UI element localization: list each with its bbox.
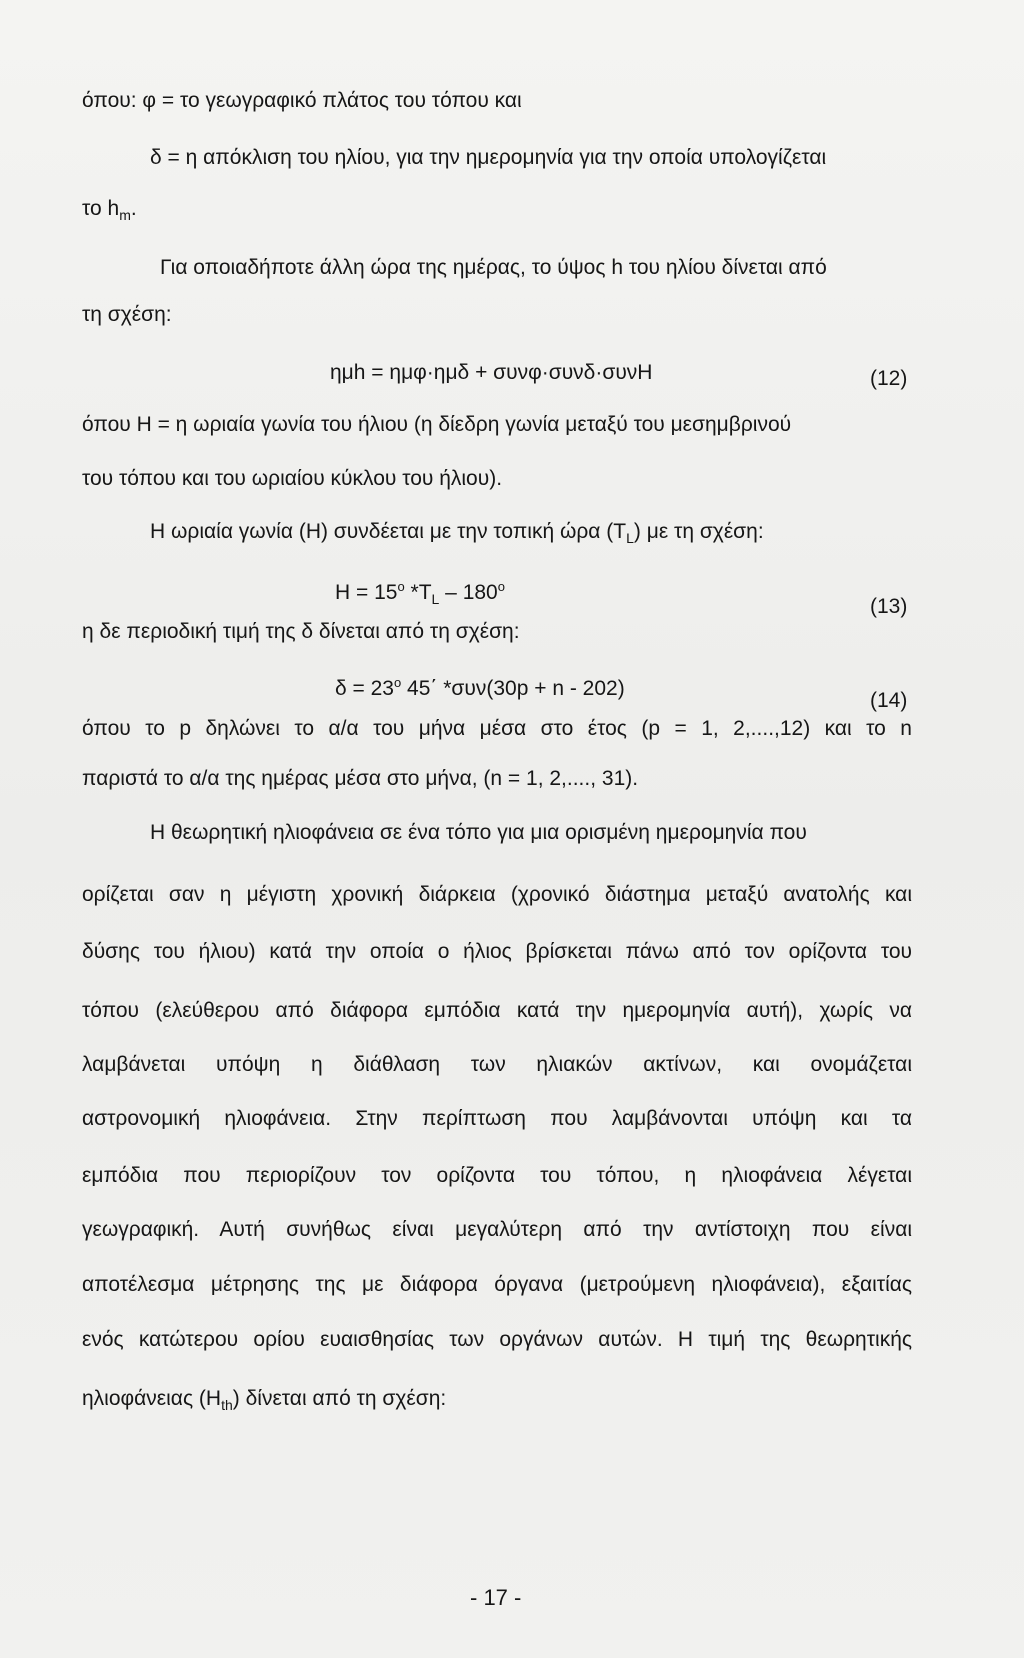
text-span: .: [130, 197, 137, 220]
text-span: ηλιοφάνειας (H: [82, 1387, 222, 1410]
text-line-21: [82, 1327, 912, 1353]
text-line-4: [160, 255, 827, 281]
text-span: δ = 23: [335, 677, 394, 700]
text-span: όπου το p δηλώνει το α/α του μήνα μέσα στο έτος (p = 1, 2,....,12) και το n: [82, 717, 912, 740]
text-line-17: [82, 1106, 912, 1132]
equation-13: [335, 574, 505, 612]
text-line-12: [150, 820, 807, 846]
text-span: αστρονομική ηλιοφάνεια. Στην περίπτωση που λαμβάνονται υπόψη και τα: [82, 1107, 912, 1130]
text-span: 45΄ *συν(30p + n - 202): [401, 677, 625, 700]
subscript: L: [431, 591, 440, 608]
text-line-13: [82, 882, 912, 908]
equation-number-13: [870, 594, 907, 620]
text-span: H = 15: [335, 581, 398, 604]
text-line-20: [82, 1272, 912, 1298]
text-line-16: [82, 1052, 912, 1078]
text-line-19: [82, 1217, 912, 1243]
text-line-1: [82, 88, 522, 114]
text-span: λαμβάνεται υπόψη η διάθλαση των ηλιακών ακτίνων, και ονομάζεται: [82, 1053, 912, 1076]
equation-12: [330, 360, 652, 386]
superscript: o: [393, 675, 402, 690]
text-span: ορίζεται σαν η μέγιστη χρονική διάρκεια (χρονικό διάστημα μεταξύ ανατολής και: [82, 883, 912, 906]
text-span: ) δίνεται από τη σχέση:: [232, 1387, 447, 1410]
equation-text: ημh = ημφ·ημδ + συνφ·συνδ·συνH: [330, 361, 653, 384]
superscript: o: [397, 579, 405, 594]
text-span: δ = η απόκλιση του ηλίου, για την ημερομηνία για την οποία υπολογίζεται: [150, 146, 827, 169]
text-span: εμπόδια που περιορίζουν τον ορίζοντα του τόπου, η ηλιοφάνεια λέγεται: [82, 1164, 912, 1187]
text-line-6: [82, 412, 791, 438]
text-span: Η θεωρητική ηλιοφάνεια σε ένα τόπο για μια ορισμένη ημερομηνία που: [150, 821, 807, 844]
superscript: o: [497, 579, 505, 594]
text-span: – 180: [439, 581, 498, 604]
text-span: παριστά το α/α της ημέρας μέσα στο μήνα, (n = 1, 2,...., 31).: [82, 767, 639, 790]
subscript: th: [221, 1397, 233, 1414]
text-span: τόπου (ελεύθερου από διάφορα εμπόδια κατά την ημερομηνία αυτή), χωρίς να: [82, 999, 912, 1022]
text-span: ) με τη σχέση:: [633, 520, 764, 543]
text-span: αποτέλεσμα μέτρησης της με διάφορα όργανα (μετρούμενη ηλιοφάνεια), εξαιτίας: [82, 1273, 912, 1296]
equation-number-12: [870, 366, 907, 392]
text-span: όπου: φ = το γεωγραφικό πλάτος του τόπου και: [82, 89, 522, 112]
text-span: - 17 -: [470, 1585, 522, 1610]
text-span: (14): [870, 689, 908, 712]
text-line-9: [82, 619, 520, 645]
text-line-22: [82, 1386, 446, 1418]
subscript: m: [119, 207, 131, 224]
text-span: Για οποιαδήποτε άλλη ώρα της ημέρας, το ύψος h του ηλίου δίνεται από: [160, 256, 827, 279]
text-line-14: [82, 939, 912, 965]
text-span: Η ωριαία γωνία (Η) συνδέεται με την τοπική ώρα (T: [150, 520, 627, 543]
text-span: γεωγραφική. Αυτή συνήθως είναι μεγαλύτερη από την αντίστοιχη που είναι: [82, 1218, 912, 1241]
text-line-11: [82, 766, 638, 792]
text-span: *T: [404, 581, 432, 604]
text-span: όπου Η = η ωριαία γωνία του ήλιου (η δίεδρη γωνία μεταξύ του μεσημβρινού: [82, 413, 792, 436]
text-span: η δε περιοδική τιμή της δ δίνεται από τη σχέση:: [82, 620, 520, 643]
text-line-3: [82, 196, 137, 228]
text-span: (13): [870, 595, 908, 618]
text-line-10: [82, 716, 912, 742]
text-line-15: [82, 998, 912, 1024]
equation-14: [335, 670, 625, 702]
subscript: L: [626, 530, 634, 547]
text-line-2: [150, 145, 826, 171]
equation-number-14: [870, 688, 907, 714]
text-span: δύσης του ήλιου) κατά την οποία ο ήλιος βρίσκεται πάνω από τον ορίζοντα του: [82, 940, 912, 963]
text-line-7: [82, 466, 502, 492]
text-line-8: [150, 519, 764, 551]
text-span: τη σχέση:: [82, 303, 172, 326]
text-line-5: [82, 302, 172, 328]
page-number: [470, 1585, 521, 1611]
text-span: ενός κατώτερου ορίου ευαισθησίας των οργάνων αυτών. Η τιμή της θεωρητικής: [82, 1328, 912, 1351]
text-line-18: [82, 1163, 912, 1189]
text-span: του τόπου και του ωριαίου κύκλου του ήλιου).: [82, 467, 503, 490]
text-span: το h: [82, 197, 120, 220]
text-span: (12): [870, 367, 908, 390]
